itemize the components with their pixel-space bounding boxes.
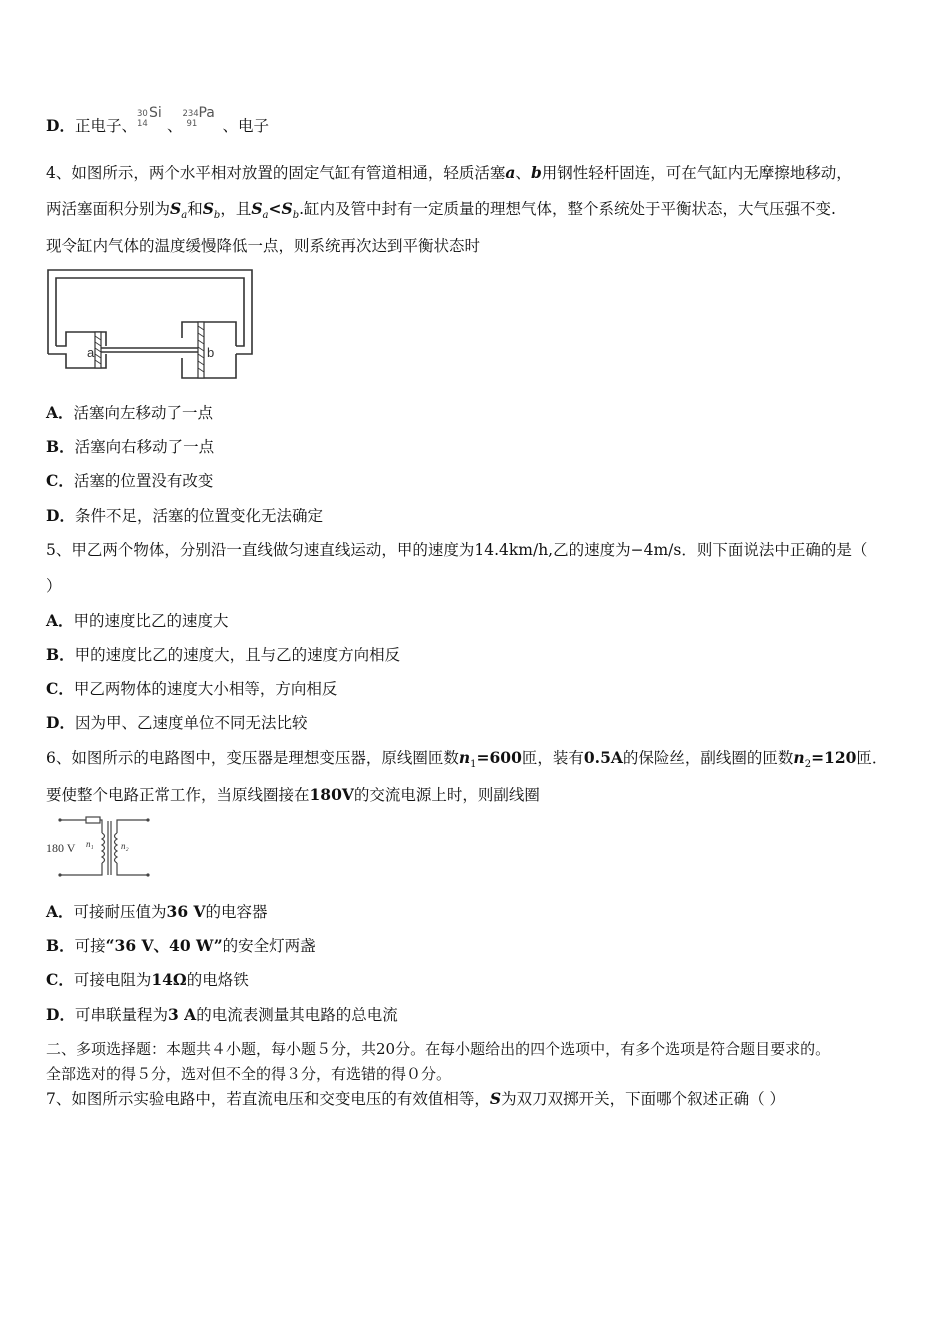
value: 180V (309, 785, 354, 804)
text: 匝，装有 (521, 749, 584, 767)
var-n: n (458, 748, 471, 767)
subscript: b (213, 210, 221, 222)
text: 用钢性轻杆固连，可在气缸内无摩擦地移动， (541, 164, 852, 182)
voltage-label: 180 V (46, 841, 76, 855)
option-value: 36 V (166, 902, 206, 921)
separator: 、 (166, 117, 183, 135)
mass-number: 234 (182, 109, 199, 119)
q5-stem-line-1: 5、甲乙两个物体，分别沿一直线做匀速直线运动，甲的速度为14.4km/h,乙的速度为−4m/s．则下面说法中正确的是（ (46, 541, 868, 559)
text: 7、如图所示实验电路中，若直流电压和交变电压的有效值相等， (46, 1090, 490, 1108)
q6-stem-line-1 (46, 748, 888, 771)
option-text: 可接耐压值为 (73, 903, 167, 921)
q4-option-b (46, 437, 214, 457)
option-letter: A． (46, 403, 74, 422)
option-text: 活塞向右移动了一点 (74, 438, 215, 456)
option-letter: D． (46, 1005, 75, 1024)
text: 匝． (856, 749, 888, 767)
q5-option-c (46, 679, 337, 699)
q4-option-d (46, 506, 323, 526)
option-letter: C． (46, 471, 74, 490)
option-letter: D． (46, 506, 75, 525)
text: .缸内及管中封有一定质量的理想气体，整个系统处于平衡状态，大气压强不变. (299, 200, 836, 218)
text: ，且 (220, 200, 252, 218)
text: 6、如图所示的电路图中，变压器是理想变压器，原线圈匝数 (46, 749, 459, 767)
option-letter: A． (46, 902, 74, 921)
mass-number: 30 (136, 109, 148, 119)
option-letter: B． (46, 936, 75, 955)
var-a: a (505, 163, 516, 182)
n1-label: n₁ (86, 839, 94, 849)
q5-option-a (46, 611, 229, 631)
option-text: 甲乙两物体的速度大小相等，方向相反 (73, 680, 338, 698)
option-text: 因为甲、乙速度单位不同无法比较 (74, 714, 308, 732)
q3-option-d (46, 105, 269, 136)
q6-option-c (46, 970, 249, 990)
value: =600 (476, 748, 522, 767)
var-b: b (530, 163, 542, 182)
subscript: 1 (470, 759, 477, 771)
var-n: n (793, 748, 805, 767)
q4-option-a (46, 403, 213, 423)
option-text-suffix: 、电子 (222, 117, 269, 135)
label-b: b (207, 345, 215, 360)
transformer-circuit-diagram (44, 815, 154, 881)
text: 要使整个电路正常工作，当原线圈接在 (46, 786, 310, 804)
option-text: 的电容器 (205, 903, 268, 921)
q6-stem-line-2 (46, 785, 540, 805)
element-symbol: Pa (198, 105, 215, 121)
secondary-coil (115, 833, 118, 863)
option-text: 甲的速度比乙的速度大，且与乙的速度方向相反 (74, 646, 401, 664)
text: 4、如图所示，两个水平相对放置的固定气缸有管道相通，轻质活塞 (46, 164, 506, 182)
text: 为双刀双掷开关，下面哪个叙述正确（ ） (501, 1090, 786, 1108)
text: 两活塞面积分别为 (46, 200, 171, 218)
q5-option-d (46, 713, 307, 733)
q6-option-b (46, 936, 316, 956)
cylinder-piston-diagram (44, 266, 256, 382)
text: 的保险丝，副线圈的匝数 (622, 749, 794, 767)
option-text: 可接 (74, 937, 106, 955)
q7-stem (46, 1089, 785, 1109)
nuclide-si (136, 105, 167, 136)
option-text: 正电子、 (74, 117, 137, 135)
option-text: 条件不足，活塞的位置变化无法确定 (74, 507, 323, 525)
n2-label: n₂ (121, 841, 129, 851)
subscript: b (292, 210, 300, 222)
option-value: 14Ω (151, 970, 187, 989)
q6-option-a (46, 902, 268, 922)
option-text: 可串联量程为 (74, 1006, 168, 1024)
q4-option-c (46, 471, 213, 491)
q5-option-b (46, 645, 400, 665)
text: < (268, 199, 282, 218)
option-letter: B． (46, 437, 75, 456)
option-value: 3 A (167, 1005, 197, 1024)
option-text: 的安全灯两盏 (222, 937, 316, 955)
option-text: 活塞向左移动了一点 (73, 404, 214, 422)
section-2-instructions-line-1: 二、多项选择题：本题共４小题，每小题５分，共20分。在每小题给出的四个选项中，有多个选项是符合题目要求的。 (46, 1040, 831, 1058)
nuclide-pa (182, 105, 222, 136)
label-a: a (87, 345, 95, 360)
option-letter: A． (46, 611, 74, 630)
subscript: 2 (804, 759, 812, 771)
var-s: S (170, 199, 182, 218)
text: 、 (515, 164, 531, 182)
var-s: S (281, 199, 293, 218)
q4-stem-line-1 (46, 163, 852, 183)
text: 和 (187, 200, 203, 218)
value: 0.5A (583, 748, 623, 767)
option-text: 的电烙铁 (186, 971, 249, 989)
subscript: a (262, 210, 269, 222)
q5-stem-line-2: ） (46, 577, 62, 595)
subscript: a (181, 210, 188, 222)
option-text: 的电流表测量其电路的总电流 (196, 1006, 398, 1024)
atomic-number: 14 (136, 119, 148, 129)
option-letter: D． (46, 713, 75, 732)
option-letter: B． (46, 645, 75, 664)
var-s: S (251, 199, 263, 218)
atomic-number: 91 (186, 119, 198, 129)
option-letter: C． (46, 679, 74, 698)
fuse (86, 817, 100, 823)
q4-stem-line-3: 现令缸内气体的温度缓慢降低一点，则系统再次达到平衡状态时 (46, 237, 481, 255)
option-text: 活塞的位置没有改变 (73, 472, 214, 490)
q4-stem-line-2 (46, 199, 836, 222)
option-text: 甲的速度比乙的速度大 (73, 612, 229, 630)
option-text: 可接电阻为 (73, 971, 152, 989)
text: 的交流电源上时，则副线圈 (353, 786, 540, 804)
element-symbol: Si (148, 105, 162, 121)
var-s: S (489, 1089, 502, 1108)
option-letter: C． (46, 970, 74, 989)
q6-option-d (46, 1005, 398, 1025)
var-s: S (202, 199, 214, 218)
option-value: “36 V、40 W” (105, 936, 223, 955)
primary-coil (102, 833, 105, 863)
section-2-instructions-line-2: 全部选对的得５分，选对但不全的得３分，有选错的得０分。 (46, 1065, 452, 1083)
value: =120 (811, 748, 857, 767)
option-letter: D． (46, 116, 75, 135)
